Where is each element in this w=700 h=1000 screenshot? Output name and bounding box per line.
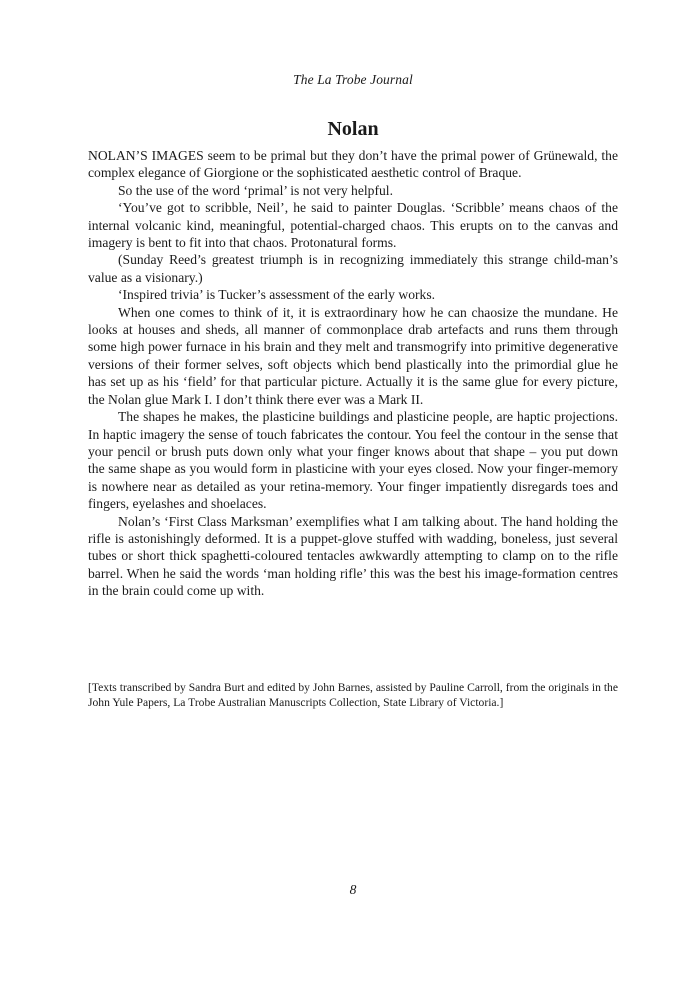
paragraph: Nolan’s ‘First Class Marksman’ exemplifies what I am talking about. The hand holding the rifle is astonishingly deformed. It is a puppet-glove stuffed with wadding, boneless, just several tubes or short thick spaghetti-coloured tentacles awkwardly attempting to clamp on to the rifle barrel. When he said the words ‘man holding rifle’ this was the best his image-formation centres in the brain could come up with. xyxy=(88,513,618,599)
page-number: 8 xyxy=(349,882,357,897)
paragraph: The shapes he makes, the plasticine buildings and plasticine people, are haptic projections. In haptic imagery the sense of touch fabricates the contour. You feel the contour in the sense that your pencil or brush puts down only what your finger knows about that shape – you put down the same shape as you would form in plasticine with your eyes closed. Now your finger-memory is nowhere near as detailed as your retina-memory. Your finger impatiently disregards toes and fingers, eyelashes and shoelaces. xyxy=(88,409,618,512)
paragraph: ‘You’ve got to scribble, Neil’, he said to painter Douglas. ‘Scribble’ means chaos of the internal volcanic kind, meaningful, potential-charged chaos. This erupts on to the canvas and imagery is bent to fit into that chaos. Protonatural forms. xyxy=(88,200,618,251)
article-title: Nolan xyxy=(327,118,379,140)
editorial-note: [Texts transcribed by Sandra Burt and edited by John Barnes, assisted by Pauline Carroll, from the originals in the John Yule Papers, La Trobe Australian Manuscripts Collection, State Library of Victoria.] xyxy=(88,681,618,710)
running-head: The La Trobe Journal xyxy=(293,72,413,87)
document-page xyxy=(88,0,618,1000)
paragraph: When one comes to think of it, it is extraordinary how he can chaosize the mundane. He looks at houses and sheds, all manner of commonplace drab artefacts and runs them through some high power furnace in his brain and they melt and transmogrify into primitive degenerative versions of their former selves, soft objects which bend plastically into the primordial glue he has set up as his ‘field’ for that particular picture. Actually it is the same glue for every picture, the Nolan glue Mark I. I don’t think there ever was a Mark II. xyxy=(88,304,618,407)
paragraph: (Sunday Reed’s greatest triumph is in recognizing immediately this strange child-man’s value as a visionary.) xyxy=(88,252,618,285)
paragraph: ‘Inspired trivia’ is Tucker’s assessment of the early works. xyxy=(118,287,436,303)
paragraph: So the use of the word ‘primal’ is not very helpful. xyxy=(118,182,393,198)
article-body xyxy=(88,147,618,600)
paragraph: NOLAN’S IMAGES seem to be primal but they don’t have the primal power of Grünewald, the complex elegance of Giorgione or the sophisticated aesthetic control of Braque. xyxy=(88,148,618,181)
